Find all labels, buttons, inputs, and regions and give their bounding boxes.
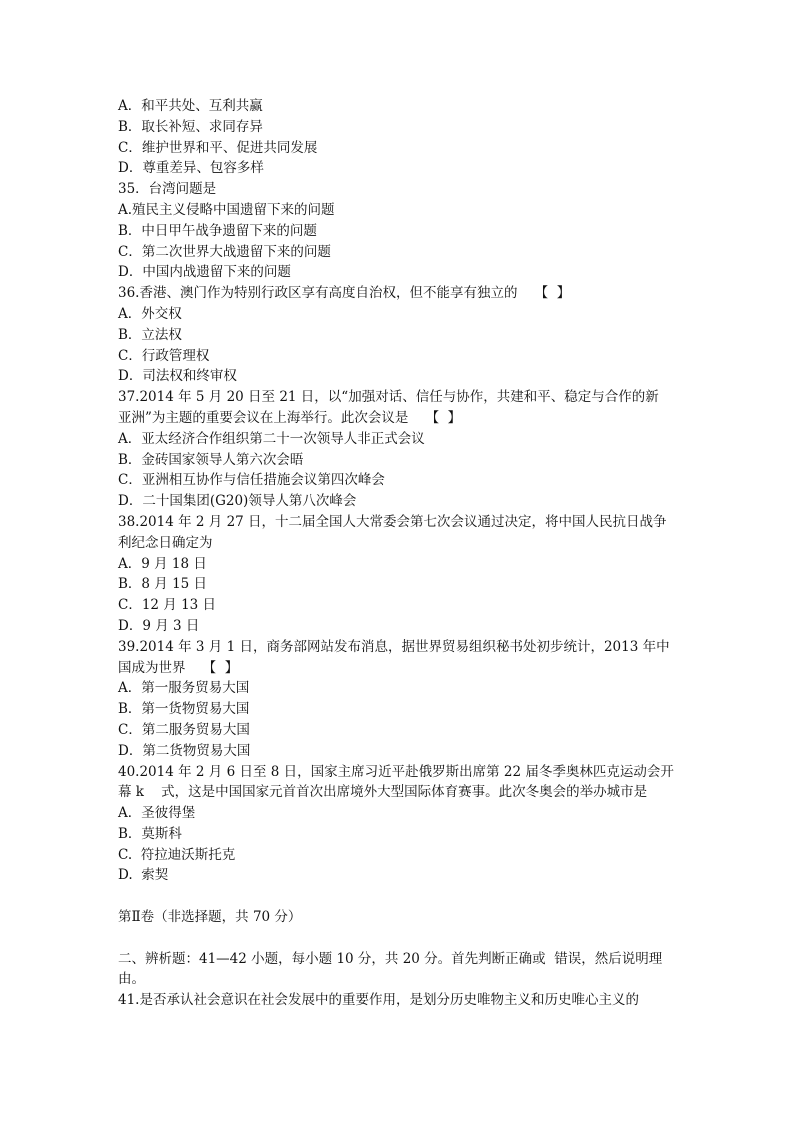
- text-line: 幕 k 式，这是中国国家元首首次出席境外大型国际体育赛事。此次冬奥会的举办城市是: [118, 784, 648, 801]
- text-line: A.殖民主义侵略中国遗留下来的问题: [118, 201, 335, 218]
- blank-line: [118, 928, 678, 949]
- blank-line: [118, 886, 678, 907]
- text-line: A．第一服务贸易大国: [118, 680, 250, 697]
- text-line: 41.是否承认社会意识在社会发展中的重要作用，是划分历史唯物主义和历史唯心主义的: [118, 992, 639, 1009]
- text-line: 38.2014 年 2 月 27 日，十二届全国人大常委会第七次会议通过决定，将中国人民抗日战争: [118, 513, 667, 530]
- text-line: 36.香港、澳门作为特别行政区享有高度自治权，但不能享有独立的 【 】: [118, 285, 571, 302]
- text-line: C．第二服务贸易大国: [118, 721, 250, 738]
- text-line: 37.2014 年 5 月 20 日至 21 日，以“加强对话、信任与协作，共建和平、稳定与合作的新: [118, 389, 659, 406]
- text-line: B．第一货物贸易大国: [118, 701, 250, 718]
- text-line: B．8 月 15 日: [118, 576, 208, 593]
- text-line: A．亚太经济合作组织第二十一次领导人非正式会议: [118, 430, 425, 447]
- text-line: C．第二次世界大战遗留下来的问题: [118, 243, 331, 260]
- text-line: C．12 月 13 日: [118, 597, 217, 614]
- text-line: D．中国内战遗留下来的问题: [118, 264, 291, 281]
- text-line: 第Ⅱ卷（非选择题，共 70 分）: [118, 909, 302, 926]
- text-line: D．尊重差异、包容多样: [118, 160, 264, 177]
- text-line: C．行政管理权: [118, 347, 210, 364]
- text-line: B．莫斯科: [118, 825, 182, 842]
- text-line: 35．台湾问题是: [118, 181, 217, 198]
- text-line: D．二十国集团(G20)领导人第八次峰会: [118, 493, 357, 510]
- text-line: B．中日甲午战争遗留下来的问题: [118, 222, 317, 239]
- text-line: 利纪念日确定为: [118, 534, 213, 551]
- text-line: B．金砖国家领导人第六次会晤: [118, 451, 304, 468]
- text-line: A．9 月 18 日: [118, 555, 207, 572]
- text-line: D. 索契: [118, 867, 169, 884]
- document-body: [118, 96, 678, 1011]
- text-line: 国成为世界 【 】: [118, 659, 239, 676]
- text-line: C．亚洲相互协作与信任措施会议第四次峰会: [118, 472, 385, 489]
- text-line: 由。: [118, 971, 145, 988]
- text-line: D．司法权和终审权: [118, 368, 237, 385]
- text-line: 二、辨析题：41—42 小题，每小题 10 分，共 20 分。首先判断正确或 错误，然后说明理: [118, 950, 663, 967]
- text-line: C．维护世界和平、促进共同发展: [118, 139, 318, 156]
- text-line: 亚洲”为主题的重要会议在上海举行。此次会议是 【 】: [118, 409, 462, 426]
- text-line: 40.2014 年 2 月 6 日至 8 日，国家主席习近平赴俄罗斯出席第 22 届冬季奥林匹克运动会开: [118, 763, 674, 780]
- text-line: D．9 月 3 日: [118, 617, 200, 634]
- text-line: A．和平共处、互利共赢: [118, 98, 263, 114]
- text-line: A．外交权: [118, 305, 182, 322]
- text-line: A．圣彼得堡: [118, 805, 196, 822]
- text-line: B．取长补短、求同存异: [118, 118, 263, 135]
- text-line: B．立法权: [118, 326, 182, 343]
- text-line: 39.2014 年 3 月 1 日，商务部网站发布消息，据世界贸易组织秘书处初步统计，2013 年中: [118, 638, 670, 655]
- text-line: C. 符拉迪沃斯托克: [118, 846, 236, 863]
- text-line: D．第二货物贸易大国: [118, 742, 251, 759]
